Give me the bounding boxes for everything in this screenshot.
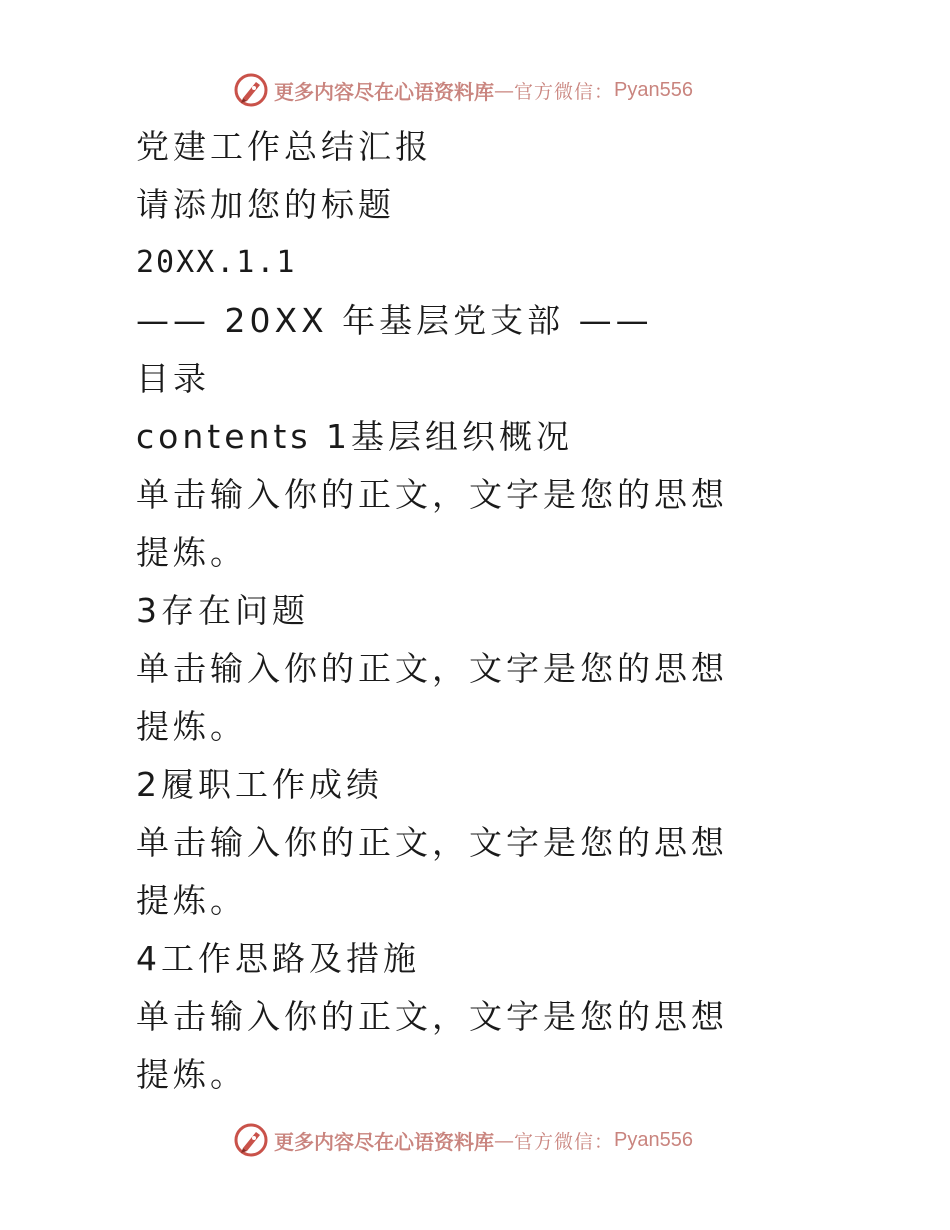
banner-sub-text: 官方微信： xyxy=(514,80,615,103)
pen-logo-icon xyxy=(234,1123,268,1157)
toc-item-4-heading: 4工作思路及措施 xyxy=(136,939,420,978)
footer-banner xyxy=(234,1122,693,1158)
toc-item-1-heading: contents 1基层组织概况 xyxy=(136,417,574,456)
toc-item-1-body: 单击输入你的正文，文字是您的思想 xyxy=(136,475,728,514)
doc-organization: —— 20XX 年基层党支部 —— xyxy=(136,301,653,340)
toc-item-3-heading: 3存在问题 xyxy=(136,591,309,630)
document-body xyxy=(136,118,736,1104)
toc-item-2-body-cont: 提炼。 xyxy=(136,881,247,920)
toc-item-4-body: 单击输入你的正文，文字是您的思想 xyxy=(136,997,728,1036)
toc-heading: 目录 xyxy=(136,359,210,398)
banner-main-text: 更多内容尽在心语资料库 xyxy=(274,1129,494,1154)
banner-separator: — xyxy=(494,1128,514,1152)
header-banner xyxy=(234,72,693,108)
banner-main-text: 更多内容尽在心语资料库 xyxy=(274,79,494,104)
banner-separator: — xyxy=(494,78,514,102)
toc-item-3-body: 单击输入你的正文，文字是您的思想 xyxy=(136,649,728,688)
toc-item-3-body-cont: 提炼。 xyxy=(136,707,247,746)
banner-wechat-id: Pyan556 xyxy=(614,1128,693,1151)
pen-logo-icon xyxy=(234,73,268,107)
doc-date: 20XX.1.1 xyxy=(136,245,297,280)
toc-item-2-body: 单击输入你的正文，文字是您的思想 xyxy=(136,823,728,862)
doc-subtitle: 请添加您的标题 xyxy=(136,185,395,224)
toc-item-4-body-cont: 提炼。 xyxy=(136,1055,247,1094)
toc-item-2-heading: 2履职工作成绩 xyxy=(136,765,383,804)
toc-item-1-body-cont: 提炼。 xyxy=(136,533,247,572)
banner-wechat-id: Pyan556 xyxy=(614,78,693,101)
banner-sub-text: 官方微信： xyxy=(514,1130,615,1153)
doc-title: 党建工作总结汇报 xyxy=(136,127,432,166)
